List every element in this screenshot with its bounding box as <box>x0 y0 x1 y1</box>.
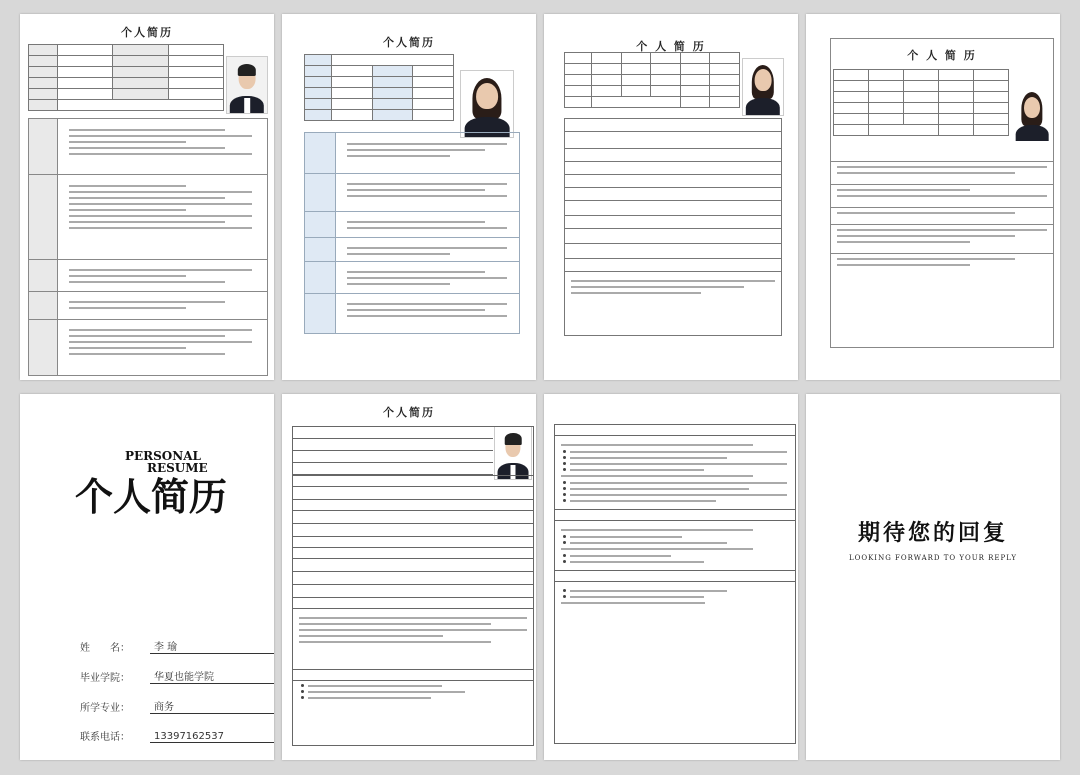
closing-subtitle: LOOKING FORWARD TO YOUR REPLY <box>848 554 1018 562</box>
profile-photo <box>460 70 514 138</box>
resume-page-2 <box>282 14 536 380</box>
logo-en-line1: PERSONAL <box>125 449 201 463</box>
profile-photo <box>742 58 784 116</box>
profile-photo <box>1013 87 1051 141</box>
resume-page-7 <box>544 394 798 760</box>
resume-page-3 <box>544 14 798 380</box>
cover-field: 姓 名： 李 瑜 <box>80 638 274 654</box>
resume-page-6 <box>282 394 536 760</box>
cover-field: 所学专业： 商务 <box>80 698 274 714</box>
resume-page-4 <box>806 14 1060 380</box>
resume-page-1 <box>20 14 274 380</box>
logo-cn-title: 个人简历 <box>75 475 228 516</box>
logo-en-line2: RESUME <box>147 461 208 475</box>
page-title: 个 人 简 历 <box>636 40 706 53</box>
page-title: 个人简历 <box>383 36 435 49</box>
cover-field: 联系电话： 13397162537 <box>80 728 274 743</box>
closing-title: 期待您的回复 <box>857 521 1008 546</box>
resume-closing-page <box>806 394 1060 760</box>
profile-photo <box>226 56 268 114</box>
resume-cover-page <box>20 394 274 760</box>
resume-logo <box>75 446 235 516</box>
page-title: 个 人 简 历 <box>907 49 977 62</box>
page-title: 个人简历 <box>121 26 173 39</box>
page-title: 个人简历 <box>383 406 435 419</box>
cover-field: 毕业学院： 华夏也能学院 <box>80 668 274 684</box>
cover-info <box>80 638 274 757</box>
